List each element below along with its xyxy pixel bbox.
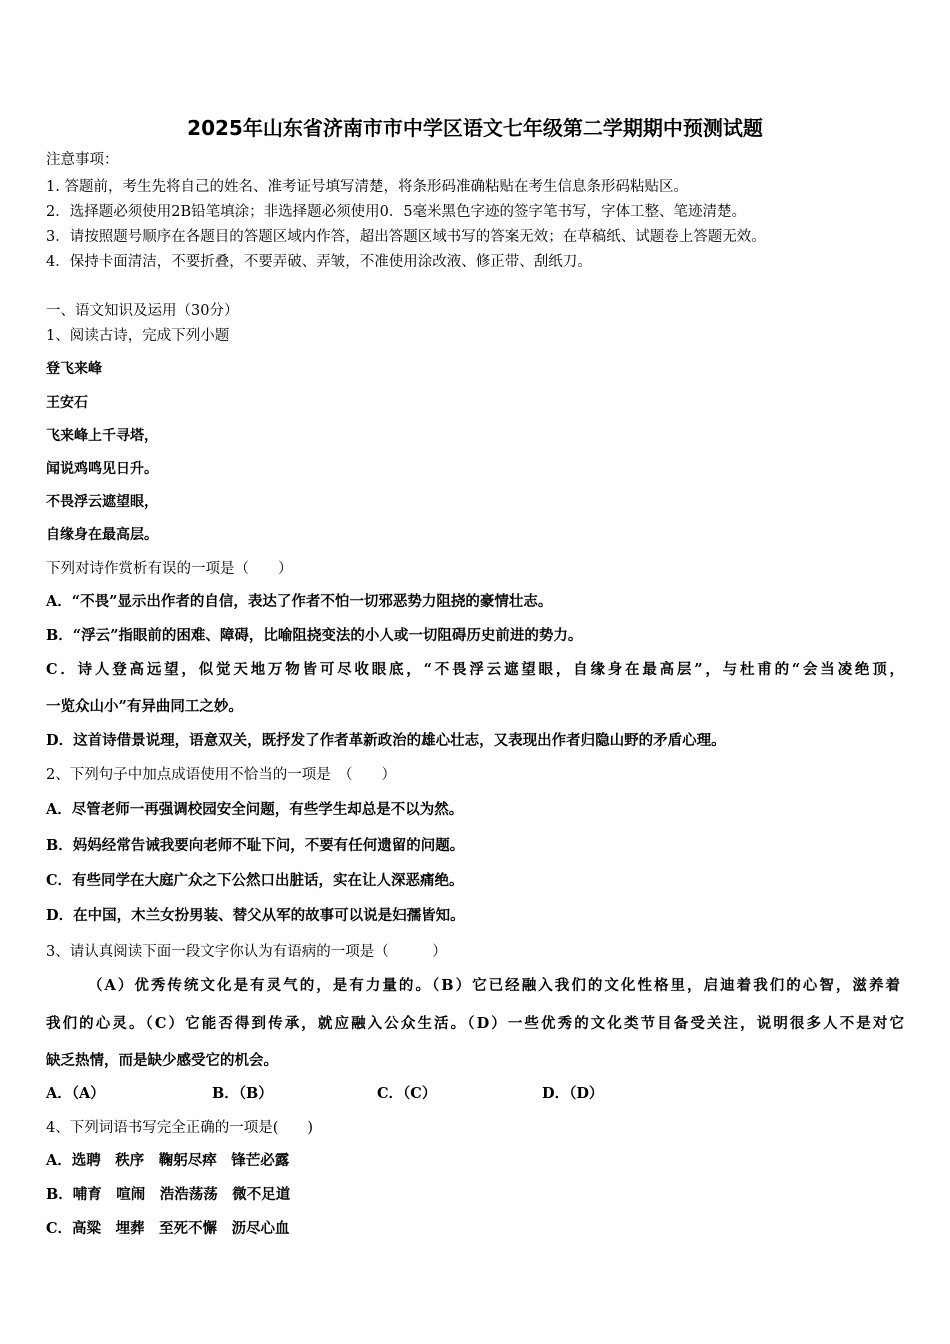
question-2-stem: 2、下列句子中加点成语使用不恰当的一项是 （ ） [46, 767, 396, 783]
question-4-stem: 4、下列词语书写完全正确的一项是( ) [46, 1120, 314, 1136]
option-a: A．“不畏”显示出作者的自信，表达了作者不怕一切邪恶势力阻挠的豪情壮志。 [46, 593, 553, 610]
option-d: D．（D） [542, 1085, 604, 1102]
poem-line: 自缘身在最高层。 [46, 527, 158, 543]
option-d: D．这首诗借景说理，语意双关，既抒发了作者革新政治的雄心壮志，又表现出作者归隐山野的矛盾心理。 [46, 732, 726, 749]
poem-line: 飞来峰上千寻塔， [46, 428, 158, 444]
passage-line: （A）优秀传统文化是有灵气的，是有力量的。（B）它已经融入我们的文化性格里，启迪着我们的心智，滋养着 [88, 977, 900, 994]
poem-title: 登飞来峰 [46, 361, 102, 377]
question-1-stem: 1、阅读古诗，完成下列小题 [46, 328, 230, 344]
poem-line: 闻说鸡鸣见日升。 [46, 461, 158, 477]
section-heading: 一、语文知识及运用（30分） [46, 303, 239, 319]
option-c: C．诗人登高远望，似觉天地万物皆可尽收眼底，“不畏浮云遮望眼，自缘身在最高层”，与杜甫的“会当凌绝顶， [46, 661, 904, 678]
option-b: B．哺育 喧闹 浩浩荡荡 微不足道 [46, 1186, 291, 1203]
option-a: A．选聘 秩序 鞠躬尽瘁 锋芒必露 [46, 1152, 290, 1169]
option-b: B．妈妈经常告诫我要向老师不耻下问，不要有任何遗留的问题。 [46, 837, 465, 854]
passage-line: 缺乏热情，而是缺少感受它的机会。 [46, 1052, 278, 1069]
option-a: A．（A） [46, 1085, 105, 1102]
option-a: A．尽管老师一再强调校园安全问题，有些学生却总是不以为然。 [46, 801, 464, 818]
notice-item: 4．保持卡面清洁，不要折叠，不要弄破、弄皱，不准使用涂改液、修正带、刮纸刀。 [46, 254, 592, 270]
option-c-cont: 一览众山小”有异曲同工之妙。 [46, 698, 243, 715]
notice-heading: 注意事项： [46, 152, 119, 168]
poem-line: 不畏浮云遮望眼， [46, 494, 158, 510]
option-b: B．“浮云”指眼前的困难、障碍，比喻阻挠变法的小人或一切阻碍历史前进的势力。 [46, 627, 583, 644]
option-c: C．高粱 埋葬 至死不懈 沥尽心血 [46, 1220, 290, 1237]
question-1-prompt: 下列对诗作赏析有误的一项是（ ） [46, 561, 293, 577]
option-c: C．（C） [377, 1085, 437, 1102]
notice-item: 2．选择题必须使用2B铅笔填涂；非选择题必须使用0．5毫米黑色字迹的签字笔书写，字体工整、笔迹清楚。 [46, 204, 747, 220]
page-title: 2025年山东省济南市市中学区语文七年级第二学期期中预测试题 [187, 116, 763, 140]
notice-item: 3．请按照题号顺序在各题目的答题区域内作答，超出答题区域书写的答案无效；在草稿纸、试题卷上答题无效。 [46, 229, 766, 245]
question-3-stem: 3、请认真阅读下面一段文字你认为有语病的一项是（ ） [46, 944, 447, 960]
passage-line: 我们的心灵。（C）它能否得到传承，就应融入公众生活。（D）一些优秀的文化类节目备受关注，说明很多人不是对它 [46, 1015, 904, 1032]
option-b: B．（B） [212, 1085, 273, 1102]
poem-author: 王安石 [46, 395, 88, 411]
option-c: C．有些同学在大庭广众之下公然口出脏话，实在让人深恶痛绝。 [46, 872, 464, 889]
notice-item: 1. 答题前，考生先将自己的姓名、准考证号填写清楚，将条形码准确粘贴在考生信息条形码粘贴区。 [46, 179, 688, 195]
option-d: D．在中国，木兰女扮男装、替父从军的故事可以说是妇孺皆知。 [46, 907, 465, 924]
